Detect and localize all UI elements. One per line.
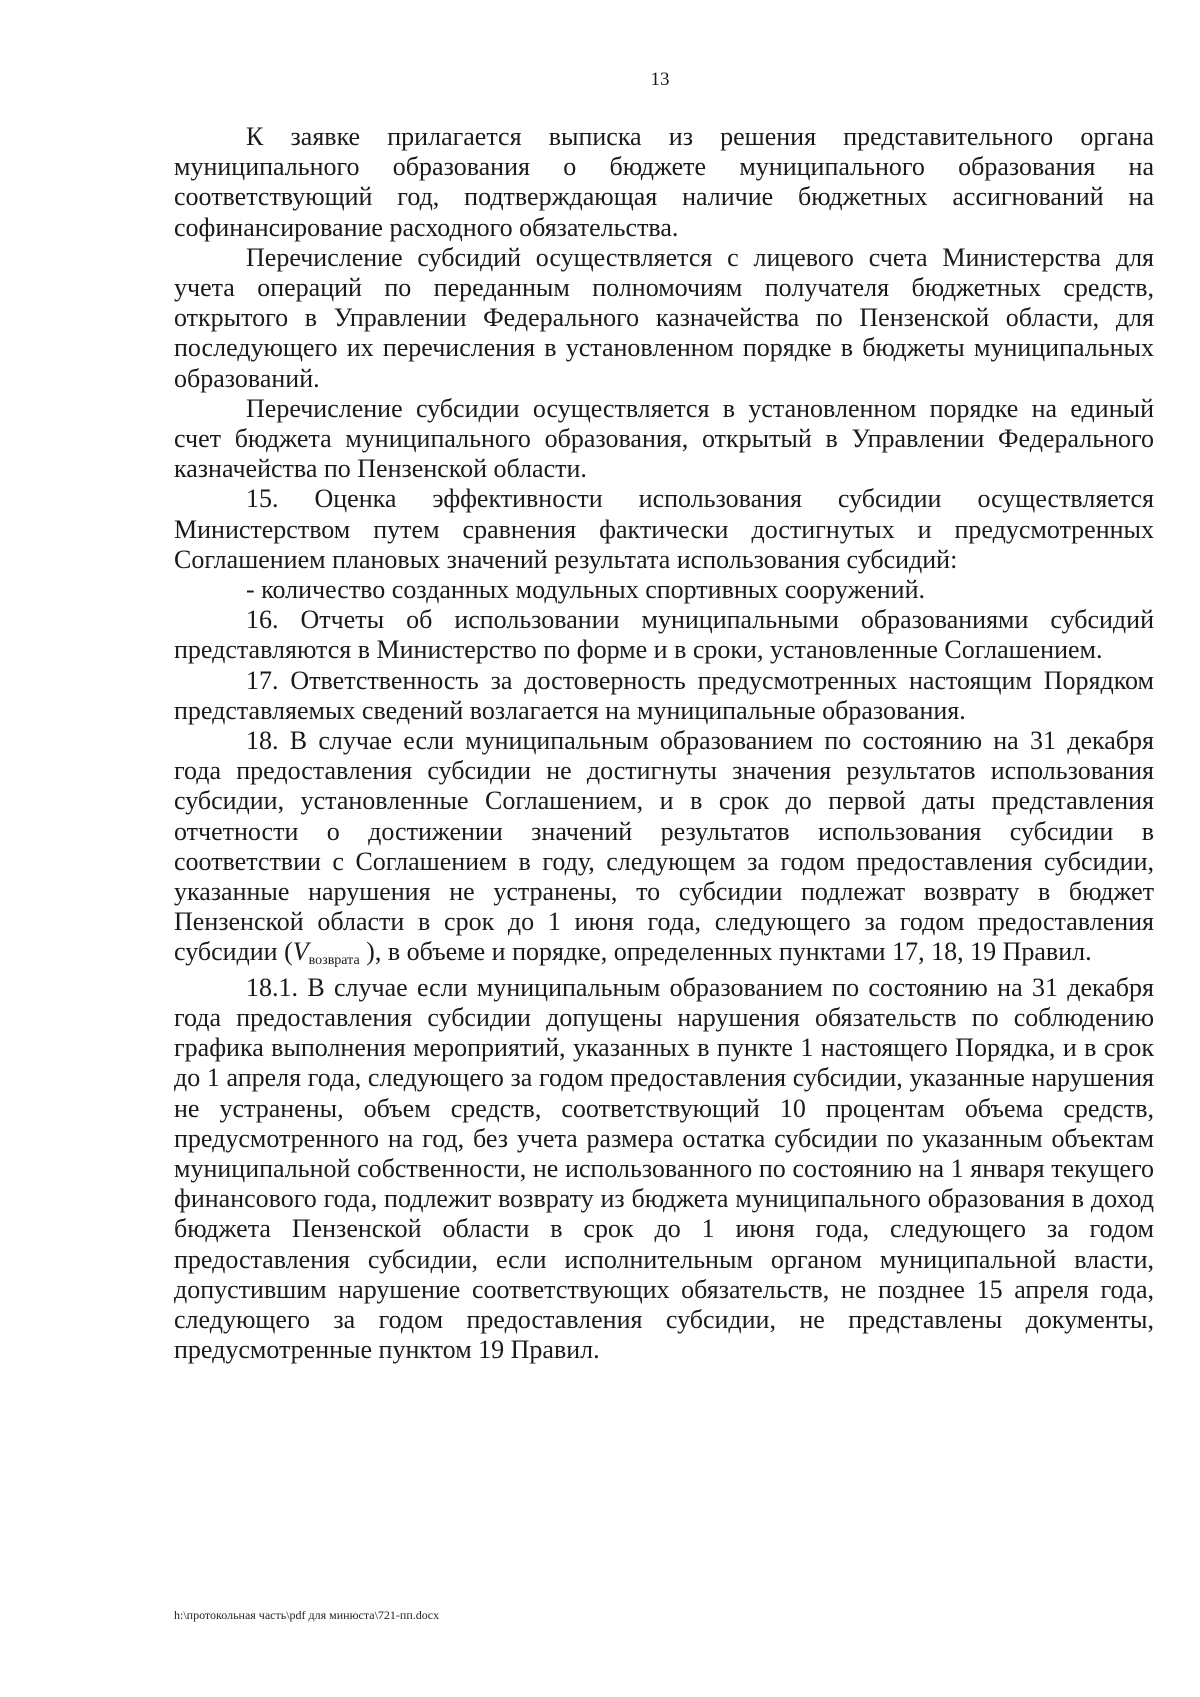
paragraph-16: 16. Отчеты об использовании муниципальными образованиями субсидий представляются в Министерство по форме и в сроки, установленные Соглашением.	[174, 605, 1154, 665]
paragraph-15: 15. Оценка эффективности использования субсидии осуществляется Министерством путем сравнения фактически достигнутых и предусмотренных Соглашением плановых значений результата использования субсидий:	[174, 484, 1154, 574]
paragraph-transfer-single-account: Перечисление субсидии осуществляется в установленном порядке на единый счет бюджета муниципального образования, открытый в Управлении Федерального казначейства по Пензенской области.	[174, 393, 1154, 484]
variable-v: V	[292, 937, 309, 967]
variable-subscript: возврата	[308, 953, 360, 969]
paragraph-18-text-end: ), в объеме и порядке, определенных пунктами 17, 18, 19 Правил.	[359, 937, 1092, 967]
paragraph-transfer-account: Перечисление субсидий осуществляется с лицевого счета Министерства для учета операций по переданным полномочиям получателя бюджетных средств, открытого в Управлении Федерального казначейства по Пензенской области, для последующего их перечисления в установленном порядке в бюджеты муниципальных образований.	[174, 242, 1154, 393]
paragraph-attachment: К заявке прилагается выписка из решения представительного органа муниципального образования о бюджете муниципального образования на соответствующий год, подтверждающая наличие бюджетных ассигнований на софинансирование расходного обязательства.	[174, 122, 1154, 242]
paragraph-18-text: 18. В случае если муниципальным образованием по состоянию на 31 декабря года предоставления субсидии не достигнуты значения результатов использования субсидии, установленные Соглашением, и в срок до первой даты представления отчетности о достижении значений результатов использования субсидии в соответствии с Соглашением в году, следующем за годом предоставления субсидии, указанные нарушения не устранены, то субсидии подлежат возврату в бюджет Пензенской области в срок до 1 июня года, следующего за годом предоставления субсидии (	[174, 726, 1154, 967]
paragraph-17: 17. Ответственность за достоверность предусмотренных настоящим Порядком представляемых сведений возлагается на муниципальные образования.	[174, 665, 1154, 725]
paragraph-15-indicator: - количество созданных модульных спортивных сооружений.	[246, 575, 925, 605]
file-path-footer: h:\протокольная часть\pdf для минюста\721-пп.docx	[174, 1608, 440, 1622]
document-body	[174, 122, 1154, 1365]
paragraph-18-1: 18.1. В случае если муниципальным образованием по состоянию на 31 декабря года предоставления субсидии допущены нарушения обязательств по соблюдению графика выполнения мероприятий, указанных в пункте 1 настоящего Порядка, и в срок до 1 апреля года, следующего за годом предоставления субсидии, указанные нарушения не устранены, объем средств, соответствующий 10 процентам объема средств, предусмотренного на год, без учета размера остатка субсидии по указанным объектам муниципальной собственности, не использованного по состоянию на 1 января текущего финансового года, подлежит возврату из бюджета муниципального образования в доход бюджета Пензенской области в срок до 1 июня года, следующего за годом предоставления субсидии, если исполнительным органом муниципальной власти, допустившим нарушение соответствующих обязательств, не позднее 15 апреля года, следующего за годом предоставления субсидии, не представлены документы, предусмотренные пунктом 19 Правил.	[174, 972, 1154, 1365]
page-number: 13	[650, 69, 670, 90]
paragraph-18	[174, 726, 1154, 973]
